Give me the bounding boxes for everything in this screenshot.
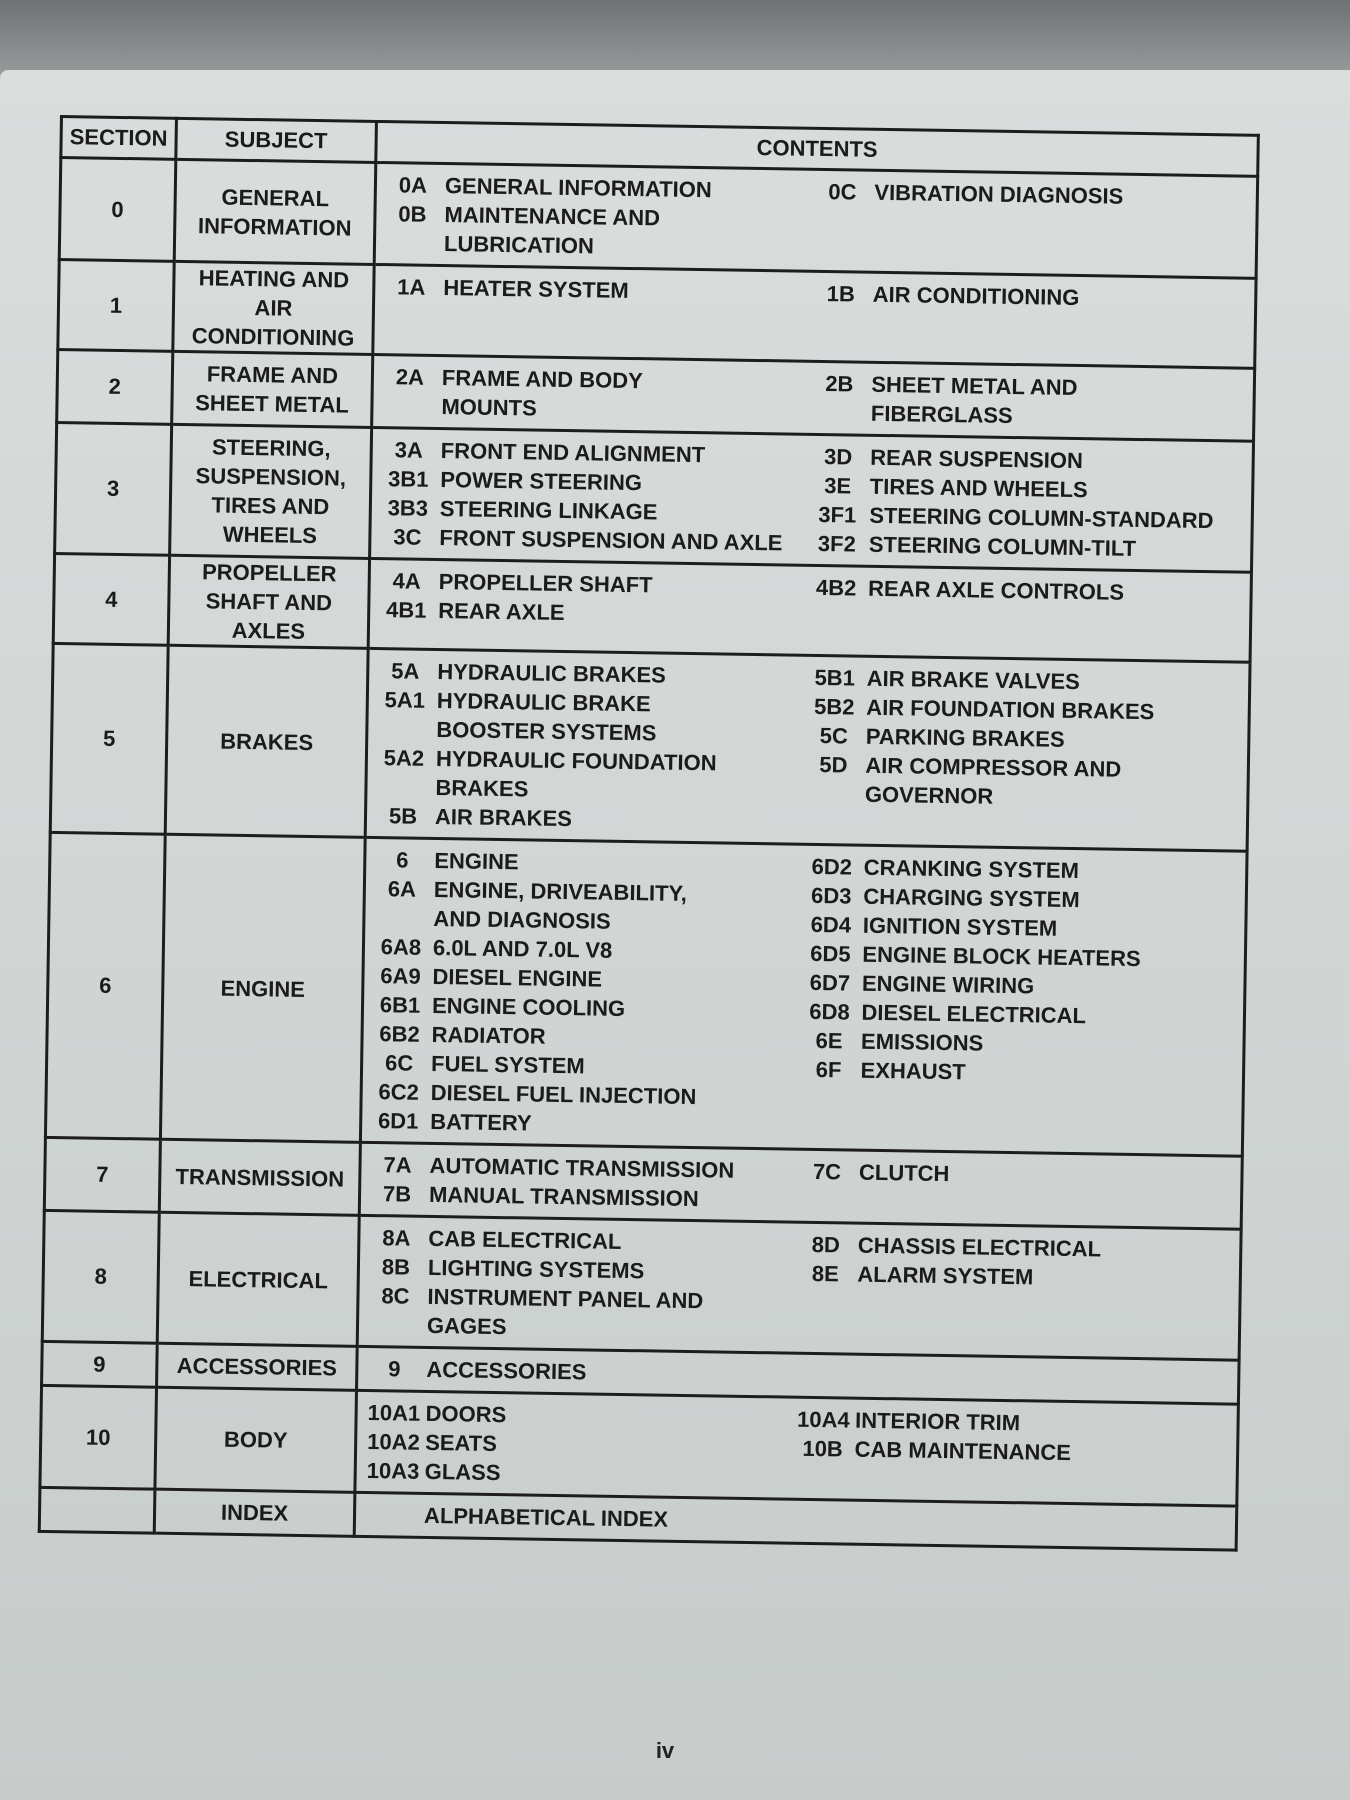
contents-columns <box>369 1223 1230 1352</box>
toc-entry <box>368 1354 798 1390</box>
entry-title: HYDRAULIC FOUNDATION <box>435 745 717 776</box>
entry-title: ENGINE WIRING <box>861 970 1035 999</box>
contents-column-left <box>380 566 810 631</box>
subject-line: SHAFT AND <box>205 588 333 616</box>
section-number: 0 <box>59 158 176 262</box>
entry-code: 10A3 <box>366 1457 420 1484</box>
subject-line: BRAKES <box>220 728 314 755</box>
entry-code: 3A <box>394 437 424 463</box>
entry-title: AIR CONDITIONING <box>872 281 1080 311</box>
section-number: 3 <box>55 422 172 555</box>
contents-columns <box>385 272 1244 314</box>
entry-code: 3C <box>393 524 422 550</box>
entry-title: ENGINE, DRIVEABILITY, <box>433 876 688 906</box>
contents-cell <box>373 264 1256 368</box>
subject-cell <box>174 159 376 264</box>
entry-title: MAINTENANCE AND <box>444 202 661 231</box>
subject-line: TRANSMISSION <box>175 1163 345 1192</box>
entry-code: 3E <box>824 473 852 499</box>
entry-title: STEERING LINKAGE <box>439 496 658 525</box>
table-of-contents <box>38 115 1260 1552</box>
entry-code: 2A <box>395 364 425 390</box>
section-number: 9 <box>42 1341 158 1387</box>
entry-title: DOORS <box>425 1400 507 1428</box>
subject-line: ELECTRICAL <box>188 1265 329 1293</box>
entry-code: 5C <box>819 723 849 749</box>
entry-code: 7C <box>812 1158 842 1185</box>
entry-title: BRAKES <box>435 774 529 802</box>
toc-entry <box>377 801 807 837</box>
subject-cell <box>157 1212 359 1346</box>
subject-line: AXLES <box>231 617 306 644</box>
contents-column-left <box>372 845 806 1142</box>
contents-columns <box>377 656 1239 843</box>
contents-column-right <box>801 852 1235 1149</box>
toc-entry <box>799 1259 1229 1295</box>
toc-entry <box>385 272 815 308</box>
table-row <box>40 1385 1238 1506</box>
entry-title: ACCESSORIES <box>426 1356 587 1385</box>
entry-code: 4B2 <box>815 574 857 601</box>
entry-code: 6D1 <box>377 1108 419 1134</box>
entry-code: 8B <box>381 1254 411 1280</box>
contents-column-right <box>806 663 1238 844</box>
entry-title: FRAME AND BODY <box>441 365 643 394</box>
entry-title: SHEET METAL AND <box>871 371 1078 401</box>
entry-code: 6F <box>815 1056 842 1083</box>
entry-title: BATTERY <box>430 1108 532 1136</box>
toc-entry <box>366 1500 796 1536</box>
entry-code <box>813 398 865 428</box>
toc-entry <box>367 1456 797 1492</box>
entry-title: INSTRUMENT PANEL AND <box>427 1283 704 1314</box>
entry-title: DIESEL ENGINE <box>432 963 603 992</box>
contents-columns <box>371 1150 1231 1221</box>
entry-code: 6D5 <box>810 940 851 967</box>
contents-column-right <box>800 1157 1230 1222</box>
entry-title: HYDRAULIC BRAKES <box>437 658 667 688</box>
section-number: 4 <box>53 553 169 645</box>
entry-title: GOVERNOR <box>864 781 994 809</box>
entry-title: IGNITION SYSTEM <box>862 912 1058 941</box>
entry-code <box>386 228 438 258</box>
entry-title: GAGES <box>426 1312 507 1340</box>
entry-title: DIESEL FUEL INJECTION <box>430 1079 697 1110</box>
section-number: 10 <box>40 1385 157 1489</box>
entry-code: 2B <box>825 371 854 397</box>
entry-code: 5B2 <box>813 693 855 720</box>
entry-code: 3D <box>823 444 853 470</box>
entry-title: LIGHTING SYSTEMS <box>427 1254 645 1284</box>
toc-entry <box>386 228 816 264</box>
entry-code: 3F1 <box>818 501 857 528</box>
toc-entry <box>372 1106 802 1142</box>
entry-title: REAR AXLE <box>438 598 565 625</box>
contents-column-right <box>809 573 1239 638</box>
entry-code: 3B3 <box>387 495 429 521</box>
entry-title: FRONT END ALIGNMENT <box>440 438 706 468</box>
entry-code: 1A <box>397 274 426 300</box>
page-number: iv <box>655 1738 675 1763</box>
subject-line: BODY <box>223 1426 288 1453</box>
entry-title: GLASS <box>424 1458 501 1486</box>
entry-title: FRONT SUSPENSION AND AXLE <box>439 525 783 556</box>
entry-title: GENERAL INFORMATION <box>444 173 712 203</box>
entry-title: POWER STEERING <box>440 467 643 496</box>
contents-columns <box>366 1500 1225 1542</box>
entry-code: 5A1 <box>384 687 426 713</box>
subject-line: INFORMATION <box>197 212 352 241</box>
contents-columns <box>368 1354 1227 1396</box>
subject-cell <box>160 834 365 1142</box>
contents-cell <box>357 1215 1241 1360</box>
entry-title: MOUNTS <box>441 394 537 421</box>
entry-code: 10A2 <box>367 1428 420 1455</box>
entry-title: FIBERGLASS <box>870 400 1013 428</box>
entry-code: 5A2 <box>383 745 425 771</box>
entry-code <box>369 1310 421 1340</box>
subject-line: AIR <box>254 295 293 321</box>
subject-cell <box>155 1387 357 1492</box>
entry-title: RADIATOR <box>431 1021 546 1049</box>
contents-header: CONTENTS <box>376 121 1259 176</box>
entry-code: 3F2 <box>817 530 857 557</box>
entry-title: STEERING COLUMN-STANDARD <box>869 502 1214 534</box>
entry-title: ALARM SYSTEM <box>857 1261 1034 1290</box>
entry-code <box>378 714 430 744</box>
subject-line: GENERAL <box>221 184 330 211</box>
contents-columns <box>372 845 1235 1148</box>
entry-code: 6D3 <box>810 882 852 909</box>
contents-columns <box>381 435 1242 564</box>
entry-title: REAR SUSPENSION <box>870 444 1084 474</box>
entry-code: 10B <box>802 1435 844 1462</box>
entry-code: 5B <box>388 803 418 829</box>
section-header: SECTION <box>61 117 177 160</box>
subject-line: INDEX <box>220 1499 289 1526</box>
subject-cell <box>154 1489 355 1536</box>
entry-title: ENGINE <box>434 847 519 875</box>
section-number: 1 <box>58 260 174 352</box>
contents-cell <box>360 837 1247 1156</box>
subject-cell <box>159 1139 360 1215</box>
subject-line: STEERING, <box>211 434 331 462</box>
entry-code: 5B1 <box>814 664 856 691</box>
background-surface <box>0 0 1350 80</box>
contents-column-right <box>795 1507 1225 1543</box>
subject-cell <box>172 351 373 427</box>
entry-title: FUEL SYSTEM <box>430 1050 585 1079</box>
contents-column-left <box>369 1223 800 1346</box>
entry-title: HEATER SYSTEM <box>443 275 629 303</box>
contents-column-left <box>381 435 812 558</box>
entry-title: CAB ELECTRICAL <box>428 1225 622 1254</box>
toc-entry <box>371 1179 801 1215</box>
entry-code: 3B1 <box>387 466 429 492</box>
entry-code: 9 <box>388 1356 401 1382</box>
toc-entry <box>380 595 810 631</box>
entry-title: LUBRICATION <box>443 231 595 259</box>
entry-title: AUTOMATIC TRANSMISSION <box>429 1152 735 1183</box>
contents-column-left <box>366 1500 796 1536</box>
entry-code: 6 <box>396 847 409 873</box>
entry-code: 5A <box>391 658 420 684</box>
entry-code: 7A <box>383 1152 412 1178</box>
entry-code: 8C <box>381 1283 410 1309</box>
subject-line: HEATING AND <box>198 265 350 293</box>
entry-code <box>383 391 435 421</box>
subject-line: ACCESSORIES <box>176 1352 338 1381</box>
contents-column-right <box>811 442 1242 565</box>
entry-code: 10A4 <box>796 1406 850 1433</box>
contents-column-right <box>798 1230 1229 1353</box>
table-body <box>39 158 1257 1551</box>
subject-cell <box>170 424 372 558</box>
entry-title: DIESEL ELECTRICAL <box>861 999 1087 1029</box>
toc-entry <box>802 1055 1232 1091</box>
subject-line: SUSPENSION, <box>195 463 347 491</box>
entry-code: 6D4 <box>810 911 852 938</box>
subject-cell <box>173 261 374 354</box>
contents-column-left <box>383 362 813 427</box>
contents-columns <box>367 1398 1227 1498</box>
subject-line: WHEELS <box>222 521 318 549</box>
entry-title: AIR BRAKES <box>434 803 573 832</box>
entry-title: CHARGING SYSTEM <box>863 883 1080 913</box>
entry-title: EXHAUST <box>860 1057 966 1085</box>
entry-title: REAR AXLE CONTROLS <box>867 575 1125 605</box>
entry-title: SEATS <box>424 1429 498 1457</box>
subject-line: FRAME AND <box>206 361 339 389</box>
entry-code: 0A <box>398 172 428 198</box>
entry-title: AND DIAGNOSIS <box>433 905 611 934</box>
entry-code: 4B1 <box>385 597 427 623</box>
contents-cell <box>368 558 1251 662</box>
contents-column-left <box>371 1150 801 1215</box>
entry-title: CAB MAINTENANCE <box>854 1436 1072 1466</box>
entry-code <box>366 1500 418 1530</box>
subject-cell <box>165 645 368 837</box>
entry-code: 6A <box>387 876 417 902</box>
entry-code: 6D8 <box>809 998 850 1025</box>
entry-title: ENGINE COOLING <box>431 992 626 1021</box>
contents-column-left <box>385 272 815 308</box>
contents-column-right <box>815 279 1245 315</box>
section-number: 7 <box>44 1137 160 1212</box>
section-number: 8 <box>42 1210 159 1343</box>
section-number: 6 <box>45 832 165 1139</box>
subject-line: PROPELLER <box>201 559 337 587</box>
entry-code: 1B <box>826 281 856 307</box>
entry-title: CRANKING SYSTEM <box>863 854 1080 884</box>
contents-column-left <box>368 1354 798 1390</box>
toc-entry <box>811 529 1241 565</box>
contents-columns <box>380 566 1240 637</box>
entry-code: 5D <box>819 752 848 778</box>
table-row <box>42 1210 1241 1360</box>
entry-code <box>807 779 859 809</box>
toc-entry <box>383 391 813 427</box>
toc-entry <box>381 522 811 558</box>
entry-title: CLUTCH <box>858 1159 950 1187</box>
entry-code: 6B1 <box>379 992 421 1018</box>
contents-cell <box>374 162 1257 278</box>
entry-code: 6D2 <box>811 853 853 880</box>
entry-title: BOOSTER SYSTEMS <box>436 716 657 746</box>
table-row <box>45 832 1247 1156</box>
contents-column-right <box>815 177 1246 271</box>
entry-code <box>377 772 429 802</box>
entry-title: AIR BRAKE VALVES <box>866 665 1081 695</box>
entry-title: AIR FOUNDATION BRAKES <box>866 694 1155 725</box>
subject-line: SHEET METAL <box>195 390 349 418</box>
entry-title: STEERING COLUMN-TILT <box>868 531 1137 561</box>
entry-title: PARKING BRAKES <box>865 723 1065 752</box>
contents-columns <box>386 170 1246 270</box>
toc-entry <box>813 398 1243 434</box>
toc-entry <box>796 1434 1226 1470</box>
subject-cell <box>157 1343 358 1390</box>
entry-title: PROPELLER SHAFT <box>438 569 653 598</box>
subject-cell <box>168 555 369 648</box>
contents-cell <box>365 648 1250 851</box>
entry-code: 10A1 <box>367 1399 421 1426</box>
entry-title: EMISSIONS <box>860 1028 984 1056</box>
entry-code: 8D <box>811 1231 841 1258</box>
subject-line: ENGINE <box>220 975 306 1002</box>
contents-column-left <box>367 1398 798 1492</box>
entry-code: 0B <box>398 201 427 227</box>
entry-code <box>375 903 427 933</box>
contents-column-left <box>377 656 809 837</box>
entry-code: 4A <box>392 568 421 594</box>
toc-entry <box>815 279 1245 315</box>
entry-code: 8E <box>811 1260 840 1287</box>
toc-entry <box>807 779 1237 815</box>
section-number: 5 <box>50 643 168 834</box>
entry-code: 6B2 <box>379 1021 420 1047</box>
subject-header: SUBJECT <box>176 118 377 162</box>
toc-entry <box>810 573 1240 609</box>
contents-cell <box>359 1142 1242 1229</box>
toc-entry <box>816 177 1246 213</box>
table-row <box>50 643 1250 851</box>
entry-title: AIR COMPRESSOR AND <box>865 752 1122 782</box>
table-row <box>59 158 1257 279</box>
entry-title: TIRES AND WHEELS <box>869 473 1088 503</box>
entry-code: 6E <box>815 1027 843 1054</box>
entry-title: ALPHABETICAL INDEX <box>423 1502 669 1532</box>
entry-title: HYDRAULIC BRAKE <box>436 687 651 717</box>
section-number <box>39 1487 155 1533</box>
entry-title: INTERIOR TRIM <box>854 1407 1021 1436</box>
entry-code: 7B <box>382 1181 412 1207</box>
contents-cell <box>372 354 1255 441</box>
entry-code: 6D7 <box>809 969 851 996</box>
entry-title: MANUAL TRANSMISSION <box>428 1181 699 1212</box>
entry-code: 0C <box>828 179 857 205</box>
contents-column-right <box>796 1405 1227 1499</box>
entry-title: VIBRATION DIAGNOSIS <box>874 179 1124 209</box>
contents-column-left <box>386 170 817 264</box>
entry-title: CHASSIS ELECTRICAL <box>857 1232 1102 1262</box>
contents-cell <box>370 427 1254 572</box>
contents-cell <box>355 1390 1238 1506</box>
table-row <box>55 422 1254 572</box>
contents-column-right <box>798 1361 1228 1397</box>
toc-entry <box>369 1310 799 1346</box>
section-number: 2 <box>57 349 173 424</box>
contents-columns <box>383 362 1243 433</box>
entry-code: 6A8 <box>380 934 422 960</box>
contents-column-right <box>813 369 1243 434</box>
toc-entry <box>801 1157 1231 1193</box>
entry-title: 6.0L AND 7.0L V8 <box>432 934 613 963</box>
entry-title: ENGINE BLOCK HEATERS <box>862 941 1141 972</box>
entry-code: 8A <box>382 1225 411 1251</box>
subject-line: CONDITIONING <box>191 323 355 351</box>
entry-code: 6C <box>384 1050 414 1076</box>
entry-code: 6C2 <box>378 1079 420 1105</box>
subject-line: TIRES AND <box>211 492 330 520</box>
entry-code: 6A9 <box>380 963 421 989</box>
